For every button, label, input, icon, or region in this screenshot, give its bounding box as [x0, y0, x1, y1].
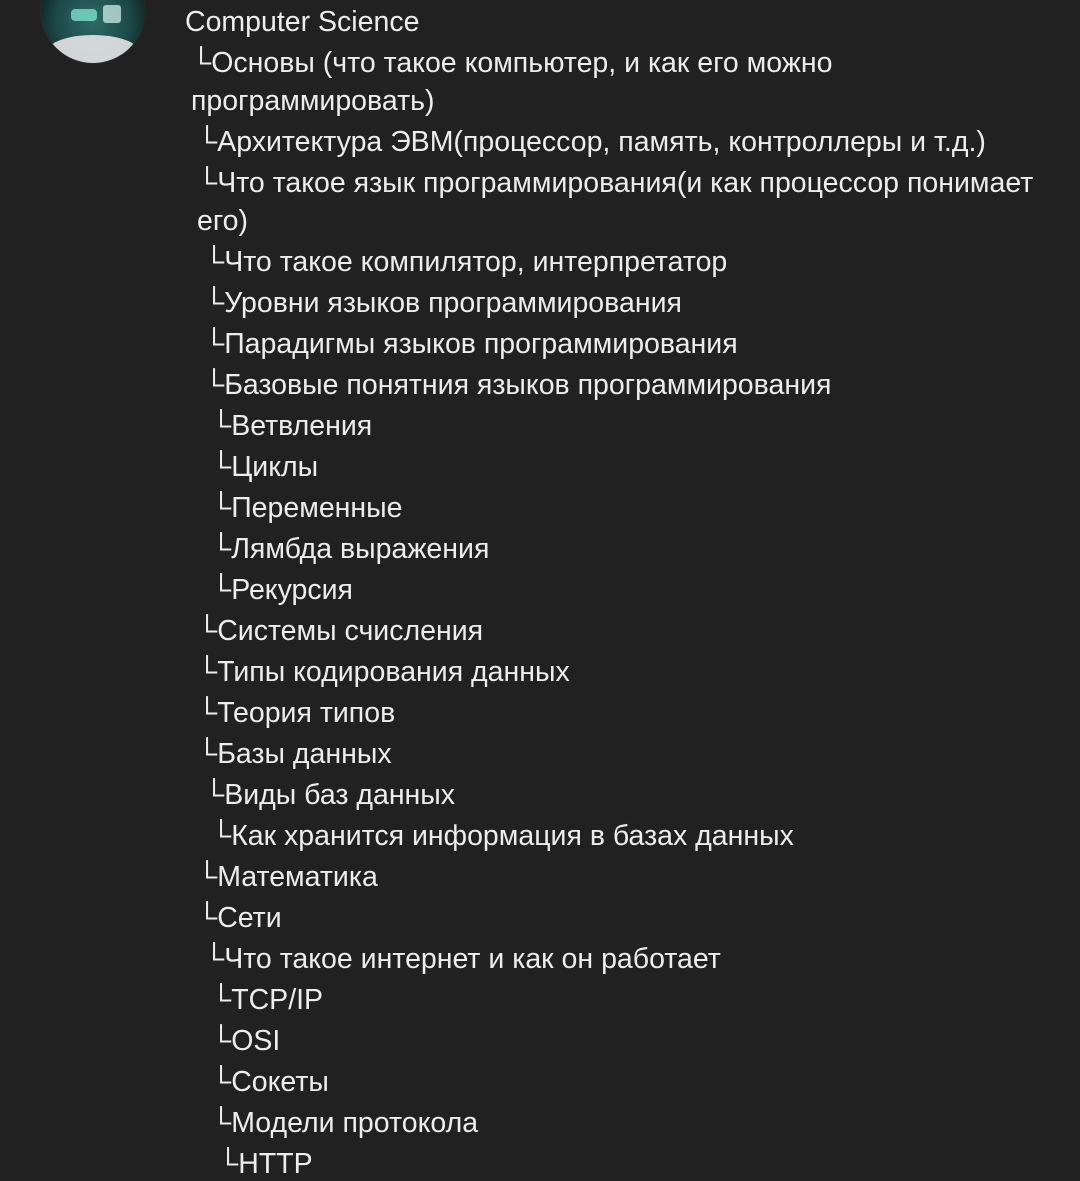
tree-item-level-2: └Системы счисления	[197, 615, 484, 647]
avatar-detail	[71, 9, 97, 21]
tree-item-level-2: └Сети	[197, 902, 282, 934]
tree-item-level-3: └Что такое компилятор, интерпретатор	[204, 246, 728, 278]
tree-item-level-3: └Что такое интернет и как он работает	[204, 943, 721, 975]
tree-item-level-1: └Основы (что такое компьютер, и как его можно программировать)	[191, 47, 833, 117]
tree-item-level-4: └TCP/IP	[211, 984, 324, 1016]
tree-item-level-2: └Базы данных	[197, 738, 392, 770]
tree-item-level-3: └Базовые понятния языков программирования	[204, 369, 832, 401]
tree-item-level-4: └Как хранится информация в базах данных	[211, 820, 794, 852]
tree-item-level-2: └Типы кодирования данных	[197, 656, 570, 688]
avatar-detail	[47, 35, 139, 64]
tree-item-level-2: └Теория типов	[197, 697, 396, 729]
tree-item-level-3: └Виды баз данных	[204, 779, 456, 811]
tree-item-level-2: └Математика	[197, 861, 378, 893]
tree-item-level-3: └Парадигмы языков программирования	[204, 328, 738, 360]
tree-item-level-4: └Циклы	[211, 451, 319, 483]
tree-item-level-4: └Переменные	[211, 492, 403, 524]
message-title: Computer Science	[185, 6, 420, 38]
tree-item-level-4: └OSI	[211, 1025, 281, 1057]
avatar[interactable]	[40, 0, 146, 64]
tree-item-level-2: └Что такое язык программирования(и как процессор понимает его)	[197, 167, 1034, 237]
tree-item-level-4: └Рекурсия	[211, 574, 353, 606]
message-bubble[interactable]	[185, 0, 1050, 1181]
avatar-detail	[103, 5, 121, 23]
tree-item-level-4: └Ветвления	[211, 410, 373, 442]
tree-item-level-2: └Архитектура ЭВМ(процессор, память, контроллеры и т.д.)	[197, 126, 986, 158]
tree-item-level-4: └Лямбда выражения	[211, 533, 490, 565]
tree-item-level-3: └Уровни языков программирования	[204, 287, 682, 319]
tree-item-level-4: └Сокеты	[211, 1066, 329, 1098]
tree-item-level-4: └Модели протокола	[211, 1107, 479, 1139]
tree-item-level-5: └HTTP	[218, 1148, 313, 1180]
